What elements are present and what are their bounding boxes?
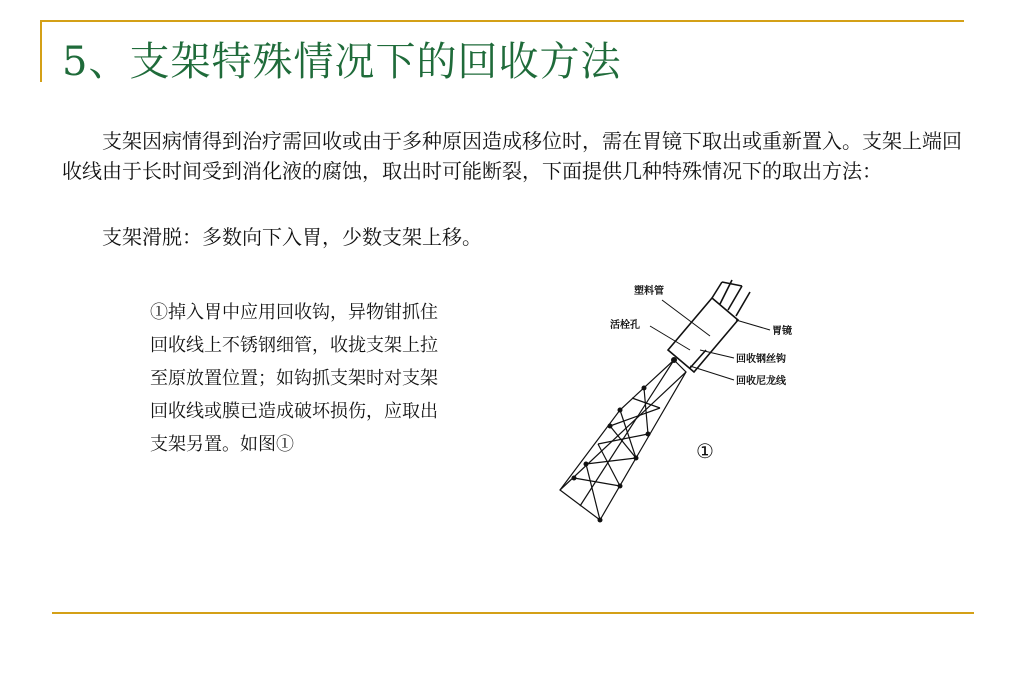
stent-diagram	[540, 258, 820, 530]
slippage-paragraph: 支架滑脱：多数向下入胃，少数支架上移。	[102, 225, 482, 249]
stent-joints	[572, 357, 678, 523]
method-description: ①掉入胃中应用回收钩，异物钳抓住回收线上不锈钢细管，收拢支架上拉至原放置位置；如钩抓支架时对支架回收线或膜已造成破坏损伤，应取出支架另置。如图①	[150, 302, 438, 455]
top-accent-line	[40, 20, 964, 22]
figure-number: ①	[696, 439, 714, 463]
stent-retrieval-figure	[540, 258, 820, 530]
bottom-accent-line	[52, 612, 974, 614]
label-nylon-thread: 回收尼龙线	[736, 376, 786, 387]
left-accent-line	[40, 20, 42, 82]
label-piston-hole: 活栓孔	[610, 320, 640, 331]
slide-title: 5、支架特殊情况下的回收方法	[62, 39, 622, 85]
stent-shape	[560, 360, 686, 520]
label-plastic-tube: 塑料管	[634, 286, 664, 297]
label-gastroscope: 胃镜	[772, 326, 792, 337]
intro-paragraph: 支架因病情得到治疗需回收或由于多种原因造成移位时，需在胃镜下取出或重新置入。支架上端回收线由于长时间受到消化液的腐蚀，取出时可能断裂，下面提供几种特殊情况下的取出方法：	[62, 129, 962, 183]
leader-lines	[650, 300, 770, 380]
label-retrieval-hook: 回收钢丝钩	[736, 354, 786, 365]
